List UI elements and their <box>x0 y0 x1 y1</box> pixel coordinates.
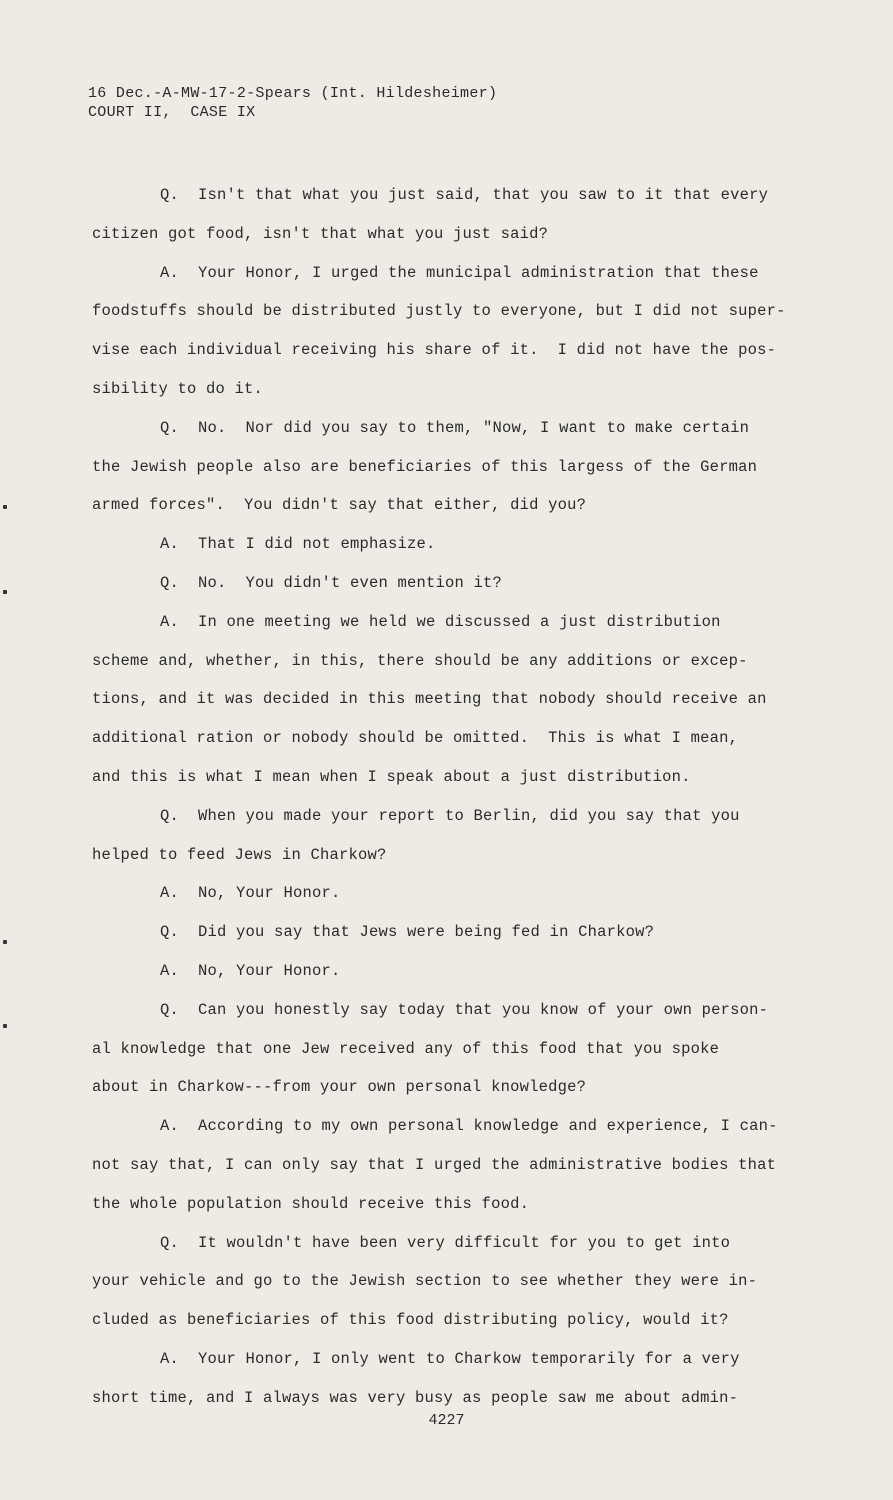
header-line-2: COURT II, CASE IX <box>88 104 256 121</box>
transcript-line: Q. No. Nor did you say to them, "Now, I want to make certain <box>160 418 750 437</box>
transcript-line: Q. Did you say that Jews were being fed in Charkow? <box>160 923 655 942</box>
transcript-line: cluded as beneficiaries of this food distributing policy, would it? <box>92 1311 729 1330</box>
transcript-line: your vehicle and go to the Jewish section to see whether they were in- <box>92 1272 758 1291</box>
transcript-line: the Jewish people also are beneficiaries of this largess of the German <box>92 457 758 476</box>
transcript-line: A. In one meeting we held we discussed a just distribution <box>160 612 721 631</box>
transcript-line: Q. It wouldn't have been very difficult for you to get into <box>160 1233 731 1252</box>
transcript-line: short time, and I always was very busy as people saw me about admin- <box>92 1388 739 1407</box>
transcript-line: Q. No. You didn't even mention it? <box>160 573 503 592</box>
transcript-line: sibility to do it. <box>92 379 264 398</box>
transcript-line: the whole population should receive this food. <box>92 1194 530 1213</box>
transcript-line: A. Your Honor, I urged the municipal administration that these <box>160 263 759 282</box>
transcript-line: Q. Isn't that what you just said, that you saw to it that every <box>160 186 769 204</box>
transcript-body <box>92 176 812 1418</box>
transcript-line: and this is what I mean when I speak about a just distribution. <box>92 767 691 786</box>
document-header <box>88 84 497 122</box>
transcript-line: al knowledge that one Jew received any of this food that you spoke <box>92 1039 720 1058</box>
transcript-line: additional ration or nobody should be omitted. This is what I mean, <box>92 729 739 748</box>
transcript-line: armed forces". You didn't say that either, did you? <box>92 496 587 515</box>
transcript-line: Q. Can you honestly say today that you know of your own person- <box>160 1000 769 1019</box>
transcript-line: scheme and, whether, in this, there should be any additions or excep- <box>92 651 748 670</box>
margin-mark <box>3 1024 7 1028</box>
transcript-line: about in Charkow---from your own personal knowledge? <box>92 1078 587 1097</box>
transcript-line: A. Your Honor, I only went to Charkow temporarily for a very <box>160 1349 740 1368</box>
header-line-1: 16 Dec.-A-MW-17-2-Spears (Int. Hildesheimer) <box>88 85 498 102</box>
margin-mark <box>3 590 7 594</box>
transcript-line: tions, and it was decided in this meeting that nobody should receive an <box>92 690 767 709</box>
transcript-line: helped to feed Jews in Charkow? <box>92 845 387 864</box>
transcript-line: A. No, Your Honor. <box>160 884 341 903</box>
transcript-line: citizen got food, isn't that what you just said? <box>92 224 549 243</box>
margin-mark <box>3 505 7 509</box>
transcript-line: A. No, Your Honor. <box>160 961 341 980</box>
transcript-line: A. According to my own personal knowledge and experience, I can- <box>160 1117 778 1136</box>
transcript-line: vise each individual receiving his share of it. I did not have the pos- <box>92 341 777 360</box>
transcript-line: A. That I did not emphasize. <box>160 535 436 554</box>
transcript-line: foodstuffs should be distributed justly to everyone, but I did not super- <box>92 302 786 321</box>
transcript-line: Q. When you made your report to Berlin, did you say that you <box>160 806 740 825</box>
margin-mark <box>3 940 7 944</box>
page-number: 4227 <box>428 1412 465 1429</box>
transcript-line: not say that, I can only say that I urged the administrative bodies that <box>92 1155 777 1174</box>
